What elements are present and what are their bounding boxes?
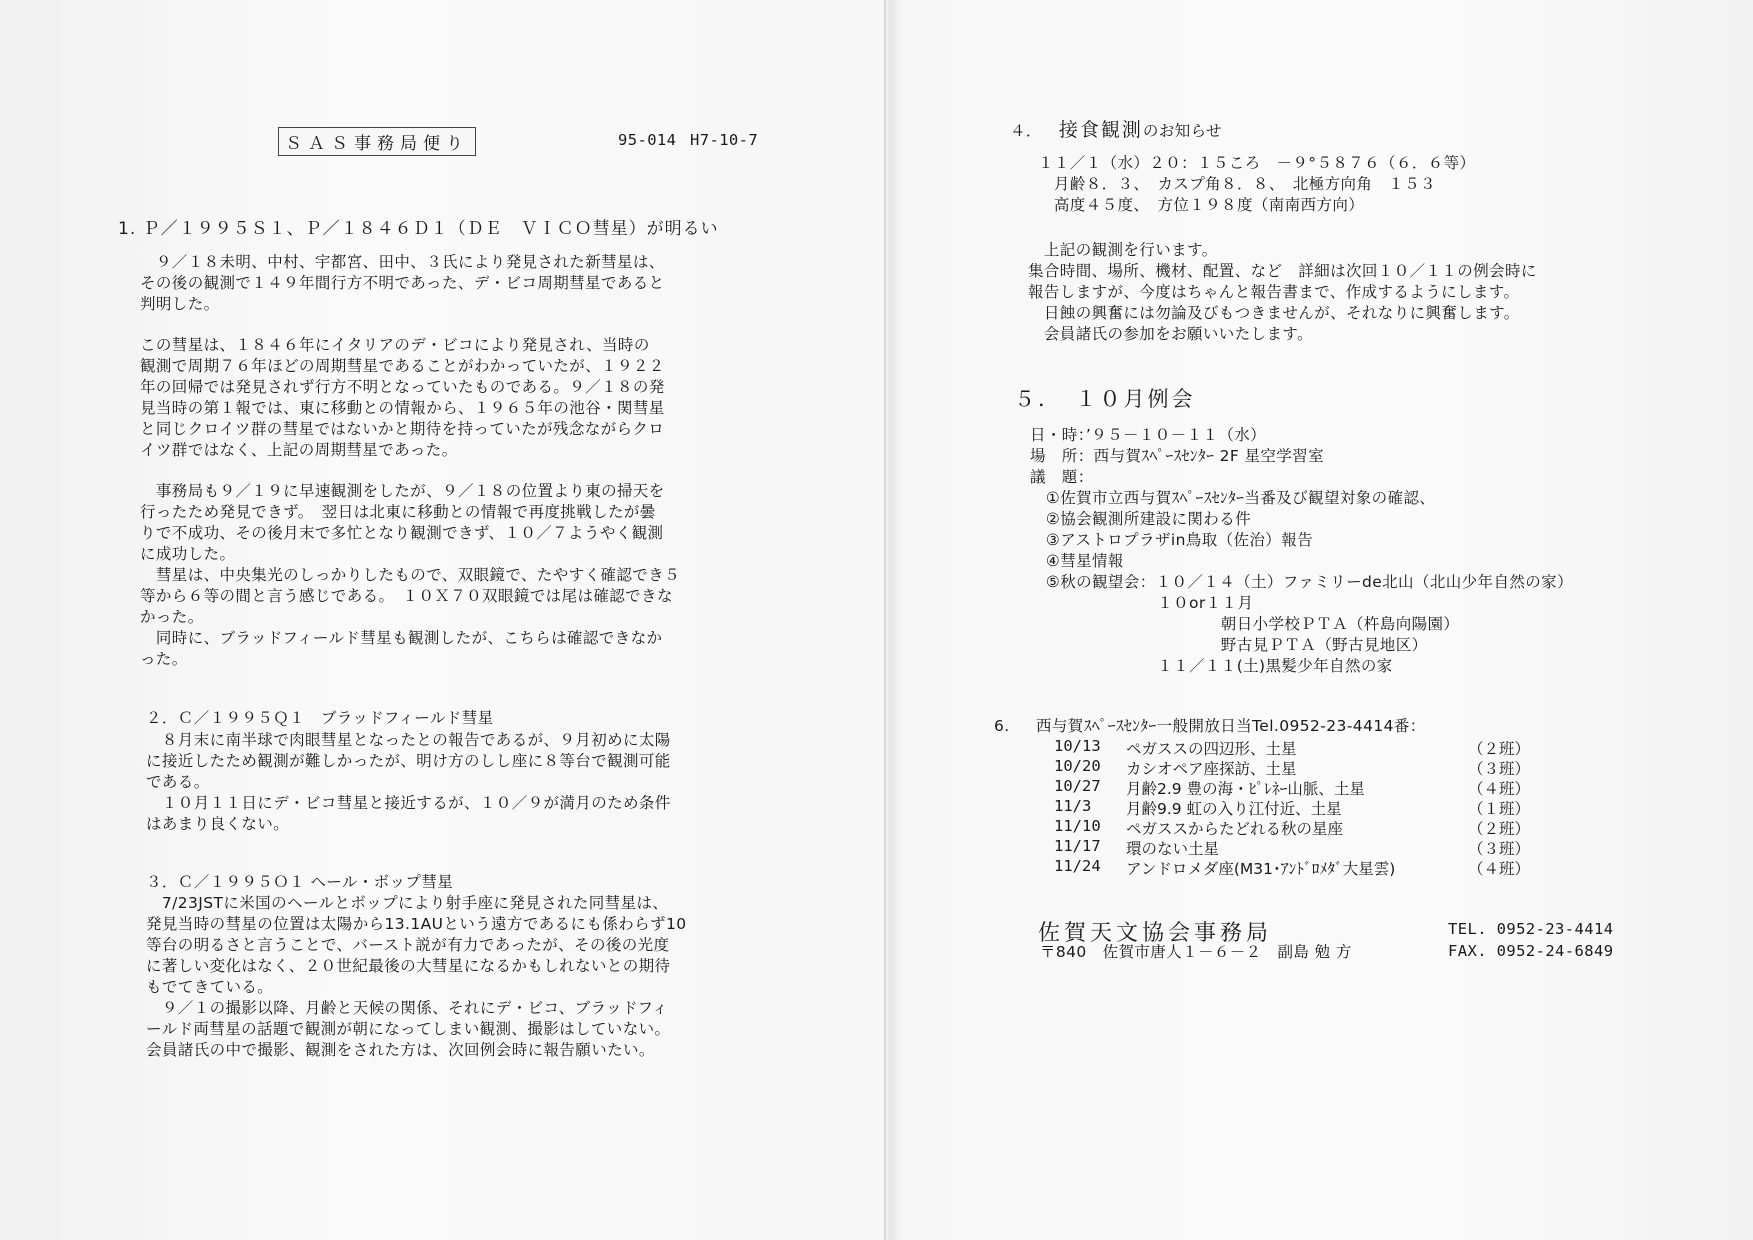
schedule-topic: 月齢9.9 虹の入り江付近、土星 [1126, 800, 1342, 818]
occultation-notes: 上記の観測を行います。 集合時間、場所、機材、配置、など 詳細は次回１０／１１の例会時に 報告しますが、今度はちゃんと報告書まで、作成するようにします。 日蝕の興奮には勿論及びもつきませんが、それなりに興奮します。 会員諸氏の参加をお願いいたします。 [1028, 241, 1537, 343]
section3-heading: ３．Ｃ／１９９５Ｏ１ ヘール・ボップ彗星 [146, 873, 454, 891]
schedule-topic: カシオペア座探訪、土星 [1126, 760, 1297, 778]
page-fold [884, 0, 886, 1240]
telephone: TEL. 0952-23-4414 [1448, 920, 1614, 938]
schedule-team: （３班） [1468, 840, 1531, 858]
issue-date: H7-10-7 [690, 131, 759, 149]
section3-body: 7/23JSTに米国のヘールとボップにより射手座に発見された同彗星は、 発見当時の彗星の位置は太陽から13.1AUという遠方であるにも係わらず10 等台の明るさと言うことで、バースト説が有力であったが、その後の光度 に著しい変化はなく、２０世紀最後の大彗星になるかもしれないとの期待 もでてきている。 ９／１の撮影以降、月齢と天候の関係、それにデ・ビコ、ブラッドフィ ールド両彗星の話題で観測が朝になってしまい観測、撮影はしていない。 会員諸氏の中で撮影、観測をされた方は、次回例会時に報告願いたい。 [146, 894, 687, 1059]
section2-heading: ２．Ｃ／１９９５Ｑ１ ブラッドフィールド彗星 [146, 709, 494, 727]
schedule-date: 11/17 [1054, 837, 1101, 855]
schedule-date: 11/10 [1054, 817, 1101, 835]
section4-title-suffix: のお知らせ [1142, 122, 1222, 140]
schedule-team: （４班） [1468, 860, 1531, 878]
schedule-team: （３班） [1468, 760, 1531, 778]
schedule-team: （１班） [1468, 800, 1531, 818]
section1-paragraph2: この彗星は、１８４６年にイタリアのデ・ビコにより発見され、当時の 観測で周期７６年ほどの周期彗星であることがわかっていたが、１９２２ 年の回帰では発見されず行方不明となっていたものである。９／１８の発 見当時の第１報では、東に移動との情報から、１９６５年の池谷・関彗星 と同じクロイツ群の彗星ではないかと期待を持っていたが残念ながらクロ イツ群ではなく、上記の周期彗星であった。 [140, 336, 665, 459]
section1-paragraph1: ９／１８未明、中村、宇都宮、田中、３氏により発見された新彗星は、 その後の観測で１４９年間行方不明であった、デ・ビコ周期彗星であると 判明した。 [140, 253, 665, 313]
schedule-topic: ペガススの四辺形、土星 [1126, 740, 1297, 758]
schedule-date: 10/27 [1054, 777, 1101, 795]
schedule-topic: 環のない土星 [1126, 840, 1220, 858]
schedule-topic: 月齢2.9 豊の海・ﾋﾟﾚﾈｰ山脈、土星 [1126, 780, 1365, 798]
organization-address: 〒840 佐賀市唐人１－６－２ 副島 勉 方 [1040, 943, 1352, 961]
section4-heading [1010, 115, 1222, 142]
schedule-date: 11/3 [1054, 797, 1092, 815]
section1-heading: 1. Ｐ／１９９５Ｓ１、Ｐ／１８４６Ｄ１（ＤＥ ＶＩＣＯ彗星）が明るい [118, 219, 719, 239]
meeting-details: 日・時：’９５－１０－１１（水） 場 所：西与賀ｽﾍﾟｰｽｾﾝﾀｰ 2F 星空学習室 議 題： ①佐賀市立西与賀ｽﾍﾟｰｽｾﾝﾀｰ当番及び観望対象の確認、 ②協会観測所建設に関わる件 ③アストロプラザin鳥取（佐治）報告 ④彗星情報 ⑤秋の観望会：１０／１４（土）ファミリーde北山（北山少年自然の家） １０or１１月 朝日小学校ＰＴＡ（杵島向陽園） 野古見ＰＴＡ（野古見地区） １１／１１(土)黒髪少年自然の家 [1030, 426, 1573, 675]
issue-number: 95-014 [618, 131, 677, 149]
section2-body: ８月末に南半球で肉眼彗星となったとの報告であるが、９月初めに太陽 に接近したため観測が難しかったが、明け方のしし座に８等台で観測可能 である。 １０月１１日にデ・ビコ彗星と接近するが、１０／９が満月のため条件 はあまり良くない。 [146, 731, 671, 833]
section1-paragraph3: 事務局も９／１９に早速観測をしたが、９／１８の位置より東の掃天を 行ったため発見できず。 翌日は北東に移動との情報で再度挑戦したが曇 りで不成功、その後月末で多忙となり観測できず、１０／７ようやく観測 に成功した。 彗星は、中央集光のしっかりしたもので、双眼鏡で、たやすく確認でき５ 等から６等の間と言う感じである。 １０Ｘ７０双眼鏡では尾は確認できな かった。 同時に、ブラッドフィールド彗星も観測したが、こちらは確認できなか った。 [140, 482, 680, 668]
schedule-topic: アンドロメダ座(M31･ｱﾝﾄﾞﾛﾒﾀﾞ大星雲) [1126, 860, 1396, 878]
newsletter-title: ＳＡＳ事務局便り [278, 127, 476, 156]
section6-heading: 西与賀ｽﾍﾟｰｽｾﾝﾀｰ一般開放日当Tel.0952-23-4414番： [1036, 717, 1426, 735]
organization-name: 佐賀天文協会事務局 [1038, 921, 1273, 946]
schedule-team: （４班） [1468, 780, 1531, 798]
schedule-date: 10/20 [1054, 757, 1101, 775]
section6-number: 6. [994, 717, 1010, 735]
schedule-team: （２班） [1468, 740, 1531, 758]
section4-number: ４． [1010, 122, 1042, 140]
section4-title: 接食観測 [1058, 119, 1143, 141]
occultation-details: １１／１（水）２０：１５ころ －９°５８７６（６．６等） 月齢８．３、 カスプ角８．８、 北極方向角 １５３ 高度４５度、 方位１９８度（南南西方向） [1038, 154, 1476, 214]
schedule-date: 10/13 [1054, 737, 1101, 755]
schedule-topic: ペガススからたどれる秋の星座 [1126, 820, 1344, 838]
schedule-team: （２班） [1468, 820, 1531, 838]
fax: FAX. 0952-24-6849 [1448, 942, 1614, 960]
section5-heading: ５． １０月例会 [1014, 387, 1196, 411]
schedule-date: 11/24 [1054, 857, 1101, 875]
